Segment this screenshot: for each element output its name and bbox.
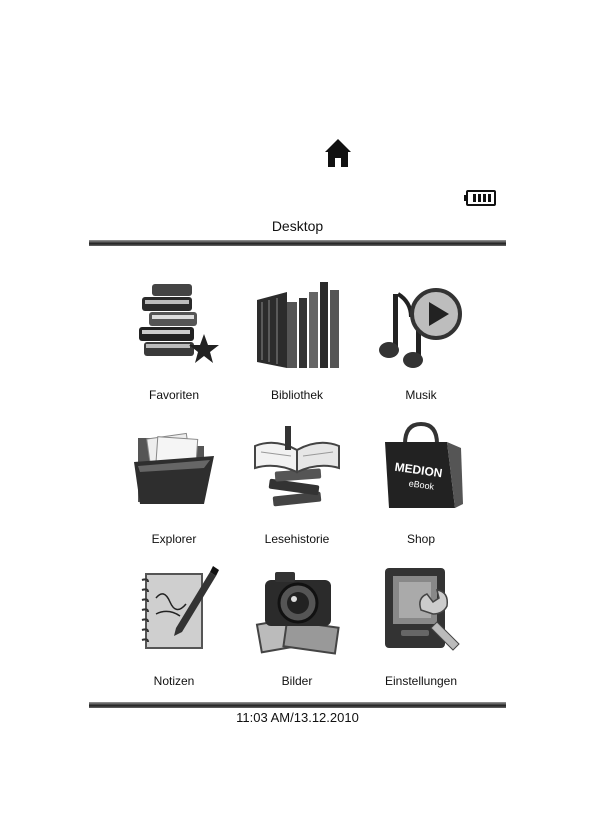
battery-icon	[464, 190, 496, 206]
ereader-screen	[89, 182, 506, 738]
app-lesehistorie[interactable]	[237, 416, 357, 546]
app-grid	[89, 246, 506, 702]
app-label: Bilder	[281, 674, 313, 688]
home-icon[interactable]	[323, 137, 353, 169]
app-label: Shop	[406, 532, 436, 546]
app-label: Musik	[405, 388, 437, 402]
app-label: Bibliothek	[270, 388, 324, 402]
app-einstellungen[interactable]	[361, 558, 481, 688]
open-book-stack-icon	[247, 416, 347, 516]
app-explorer[interactable]	[114, 416, 234, 546]
device-wrench-icon	[371, 558, 471, 658]
notepad-pen-icon	[124, 558, 224, 658]
app-label: Einstellungen	[384, 674, 458, 688]
app-label: Favoriten	[148, 388, 200, 402]
camera-photos-icon	[247, 558, 347, 658]
app-label: Explorer	[151, 532, 197, 546]
app-musik[interactable]	[361, 272, 481, 402]
music-note-play-icon	[371, 272, 471, 372]
library-bookshelf-icon	[247, 272, 347, 372]
app-label: Notizen	[153, 674, 195, 688]
status-datetime: 11:03 AM/13.12.2010	[236, 710, 359, 725]
app-bilder[interactable]	[237, 558, 357, 688]
app-notizen[interactable]	[114, 558, 234, 688]
app-bibliothek[interactable]	[237, 272, 357, 402]
app-label: Lesehistorie	[264, 532, 330, 546]
app-shop[interactable]	[361, 416, 481, 546]
page-title: Desktop	[271, 218, 324, 234]
shopping-bag-icon	[371, 416, 471, 516]
app-favoriten[interactable]	[114, 272, 234, 402]
shop-bag-sub: eBook	[408, 478, 435, 492]
folder-icon	[124, 416, 224, 516]
footer-divider	[89, 702, 506, 708]
shop-bag-brand: MEDION	[393, 459, 444, 481]
favorites-books-star-icon	[124, 272, 224, 372]
